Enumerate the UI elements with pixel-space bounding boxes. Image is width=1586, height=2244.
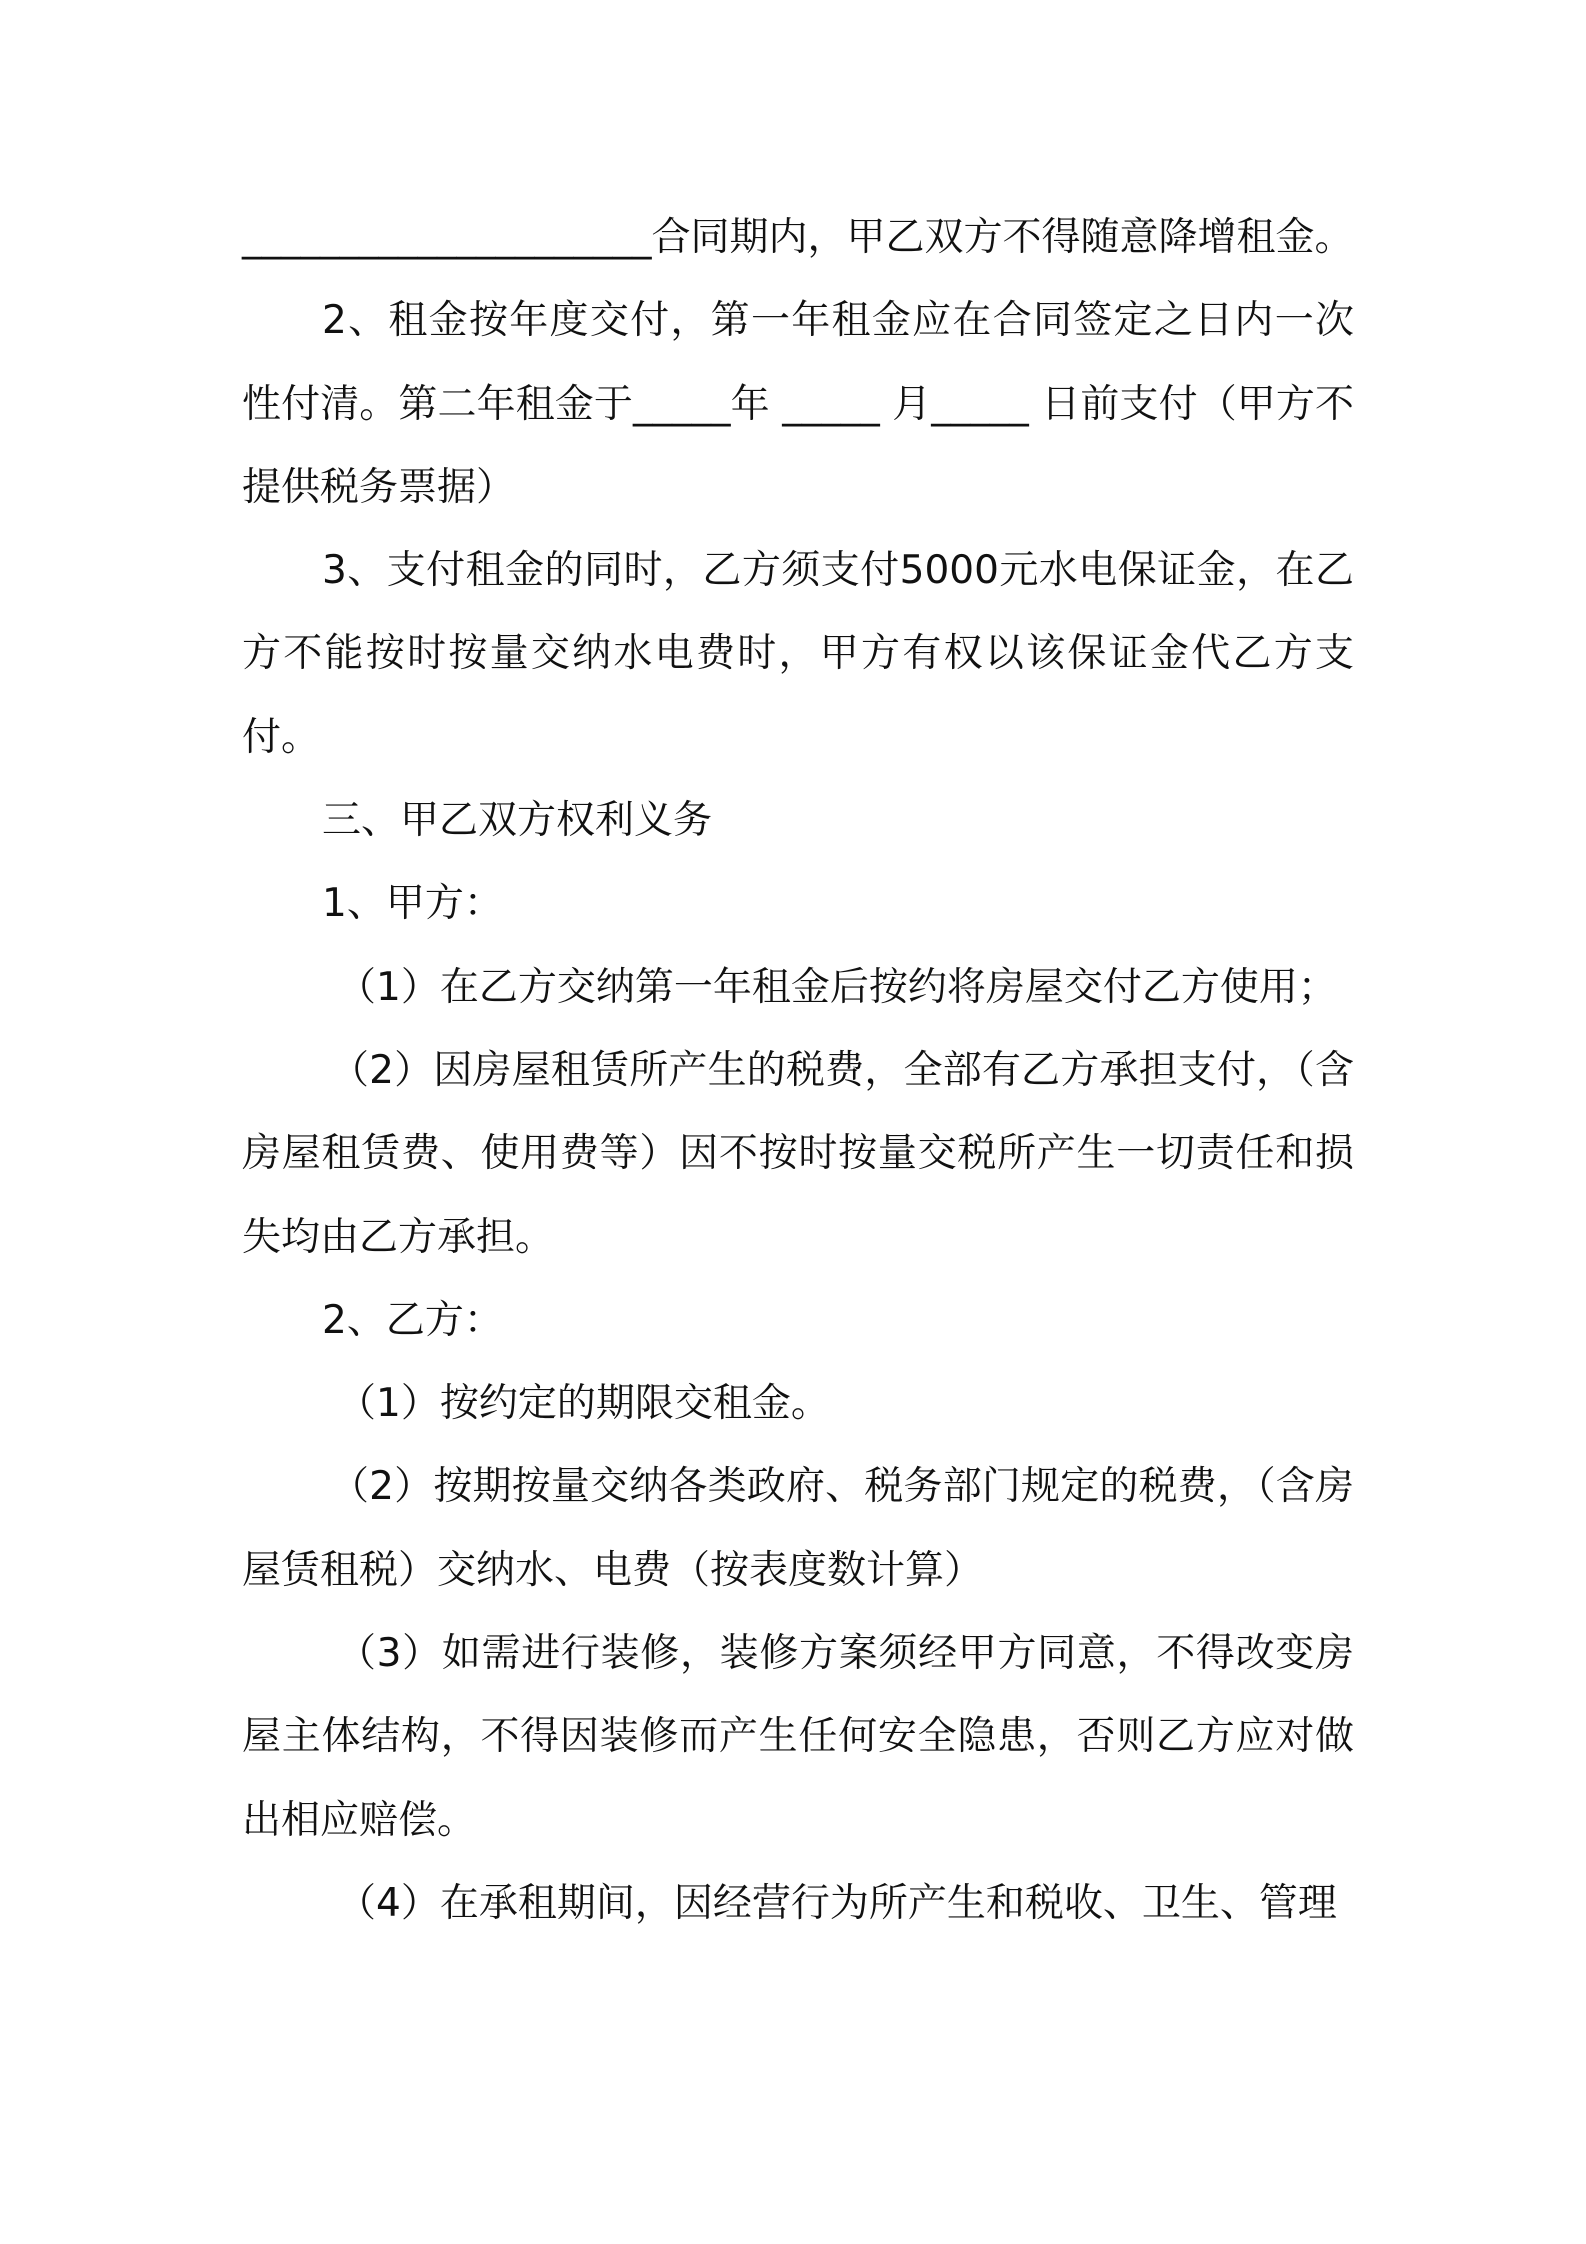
party-a-item-2: （2）因房屋租赁所产生的税费，全部有乙方承担支付，（含房屋租赁费、使用费等）因不按时按量交税所产生一切责任和损失均由乙方承担。: [242, 1047, 1354, 1260]
party-a-heading: 1、甲方：: [322, 881, 503, 927]
party-a-item-1: （1）在乙方交纳第一年租金后按约将房屋交付乙方使用；: [337, 964, 1337, 1010]
paragraph-rent-no-change: _____________________合同期内，甲乙双方不得随意降增租金。: [242, 215, 1354, 260]
party-b-heading: 2、乙方：: [322, 1297, 503, 1343]
party-b-item-2: （2）按期按量交纳各类政府、税务部门规定的税费，（含房屋赁租税）交纳水、电费（按表度数计算）: [242, 1464, 1354, 1593]
party-b-item-4: （4）在承租期间，因经营行为所产生和税收、卫生、管理: [337, 1880, 1337, 1926]
paragraph-rent-payment-annual: 2、租金按年度交付，第一年租金应在合同签定之日内一次性付清。第二年租金于_____年 _____ 月_____ 日前支付（甲方不提供税务票据）: [242, 298, 1354, 510]
party-b-item-3: （3）如需进行装修，装修方案须经甲方同意，不得改变房屋主体结构，不得因装修而产生任何安全隐患，否则乙方应对做出相应赔偿。: [242, 1631, 1354, 1843]
document-body: [242, 196, 1354, 1945]
section-heading-rights-obligations: 三、甲乙双方权利义务: [322, 798, 713, 844]
party-b-item-1: （1）按约定的期限交租金。: [337, 1381, 830, 1427]
paragraph-utility-deposit: 3、支付租金的同时，乙方须支付5000元水电保证金，在乙方不能按时按量交纳水电费时，甲方有权以该保证金代乙方支付。: [242, 548, 1354, 760]
